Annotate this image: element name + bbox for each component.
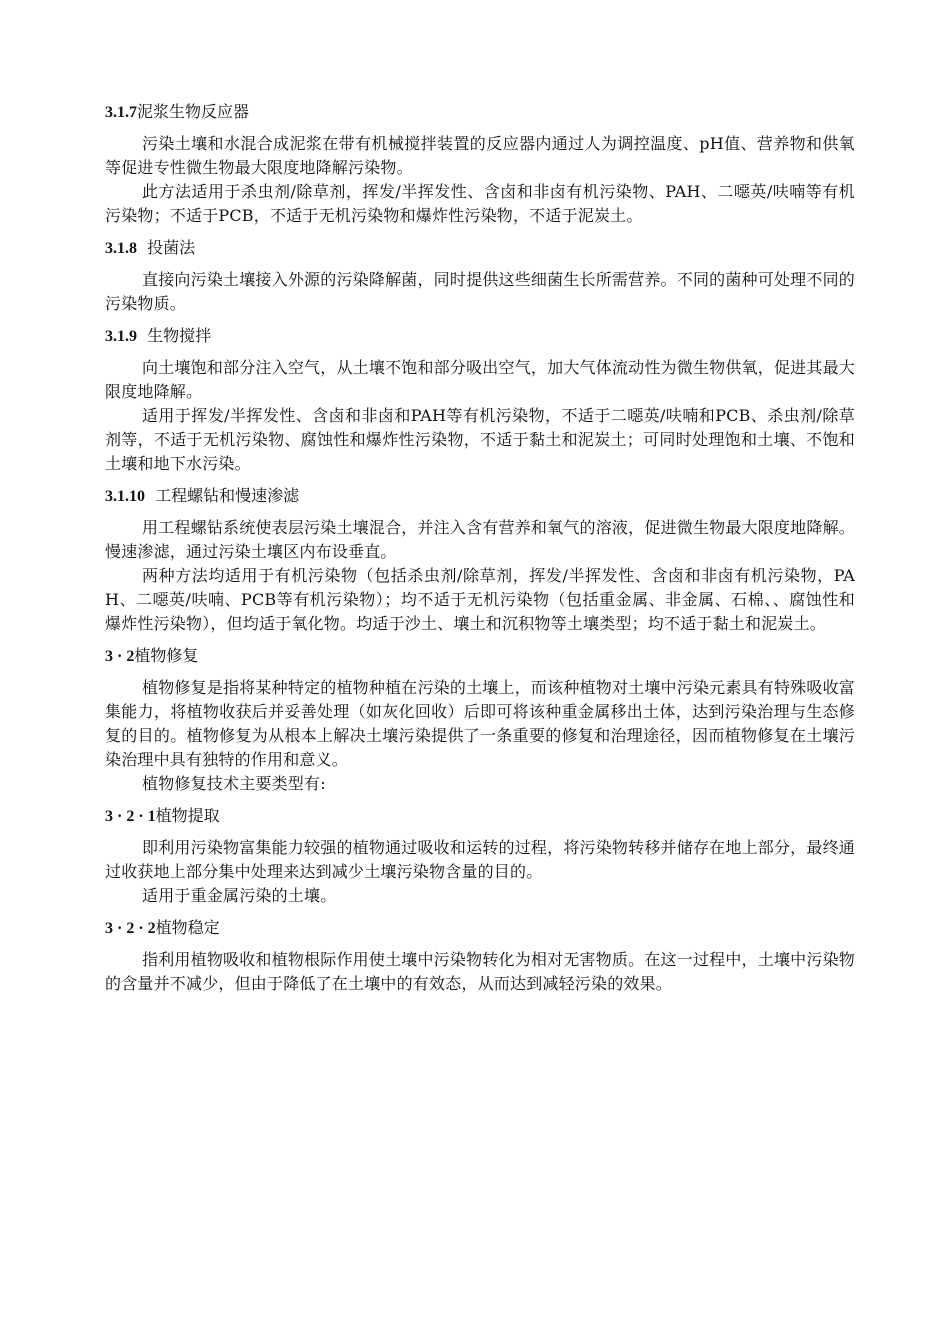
section-3-1-8 (105, 236, 855, 316)
section-number: 3.1.10 (105, 488, 145, 505)
paragraph: 适用于挥发/半挥发性、含卤和非卤和PAH等有机污染物，不适于二噁英/呋喃和PCB、杀虫剂/除草剂等，不适于无机污染物、腐蚀性和爆炸性污染物，不适于黏土和泥炭土；可同时处理饱和土壤、不饱和土壤和地下水污染。 (105, 406, 855, 473)
section-title: 工程螺钻和慢速渗滤 (155, 486, 300, 505)
section-heading (105, 236, 855, 260)
paragraph: 指利用植物吸收和植物根际作用使土壤中污染物转化为相对无害物质。在这一过程中，土壤中污染物的含量并不减少，但由于降低了在土壤中的有效态，从而达到减轻污染的效果。 (105, 950, 855, 993)
paragraph: 污染土壤和水混合成泥浆在带有机械搅拌装置的反应器内通过人为调控温度、pH值、营养物和供氧等促进专性微生物最大限度地降解污染物。 (105, 134, 855, 177)
section-number: 3 · 2 · 1 (105, 808, 156, 825)
section-heading (105, 484, 855, 508)
section-heading (105, 324, 855, 348)
paragraph: 直接向污染土壤接入外源的污染降解菌，同时提供这些细菌生长所需营养。不同的菌种可处理不同的污染物质。 (105, 270, 855, 313)
section-number: 3.1.8 (105, 240, 137, 257)
section-3-1-7 (105, 100, 855, 228)
paragraph: 适用于重金属污染的土壤。 (142, 886, 337, 905)
paragraph: 两种方法均适用于有机污染物（包括杀虫剂/除草剂，挥发/半挥发性、含卤和非卤有机污染物，PAH、二噁英/呋喃、PCB等有机污染物）；均不适于无机污染物（包括重金属、非金属、石棉、、腐蚀性和爆炸性污染物），但均适于氧化物。均适于沙土、壤土和沉积物等土壤类型；均不适于黏土和泥炭土。 (105, 566, 855, 633)
paragraph: 用工程螺钻系统使表层污染土壤混合，并注入含有营养和氧气的溶液，促进微生物最大限度地降解。慢速渗滤，通过污染土壤区内布设垂直。 (105, 518, 855, 561)
section-heading (105, 804, 855, 828)
section-title: 植物稳定 (155, 918, 220, 937)
section-heading (105, 644, 855, 668)
section-number: 3.1.7 (105, 104, 137, 121)
paragraph: 此方法适用于杀虫剂/除草剂，挥发/半挥发性、含卤和非卤有机污染物、PAH、二噁英/呋喃等有机污染物；不适于PCB，不适于无机污染物和爆炸性污染物，不适于泥炭土。 (105, 182, 855, 225)
paragraph: 即利用污染物富集能力较强的植物通过吸收和运转的过程，将污染物转移并储存在地上部分，最终通过收获地上部分集中处理来达到减少土壤污染物含量的目的。 (105, 838, 855, 881)
section-number: 3.1.9 (105, 328, 137, 345)
paragraph: 向土壤饱和部分注入空气，从土壤不饱和部分吸出空气，加大气体流动性为微生物供氧，促进其最大限度地降解。 (105, 358, 855, 401)
document-body (105, 100, 855, 996)
section-number: 3 · 2 · 2 (105, 920, 156, 937)
paragraph: 植物修复是指将某种特定的植物种植在污染的土壤上，而该种植物对土壤中污染元素具有特殊吸收富集能力，将植物收获后并妥善处理（如灰化回收）后即可将该种重金属移出土体，达到污染治理与生态修复的目的。植物修复为从根本上解决土壤污染提供了一条重要的修复和治理途径，因而植物修复在土壤污染治理中具有独特的作用和意义。 (105, 678, 855, 769)
section-3-1-10 (105, 484, 855, 636)
section-3-2-1 (105, 804, 855, 908)
section-title: 泥浆生物反应器 (137, 102, 250, 121)
section-3-2 (105, 644, 855, 796)
section-title: 植物修复 (134, 646, 199, 665)
section-heading (105, 916, 855, 940)
section-title: 生物搅拌 (147, 326, 212, 345)
section-title: 植物提取 (155, 806, 220, 825)
section-number: 3 · 2 (105, 648, 135, 665)
section-3-2-2 (105, 916, 855, 996)
section-title: 投菌法 (147, 238, 196, 257)
section-3-1-9 (105, 324, 855, 476)
paragraph: 植物修复技术主要类型有: (142, 774, 326, 793)
section-heading (105, 100, 855, 124)
